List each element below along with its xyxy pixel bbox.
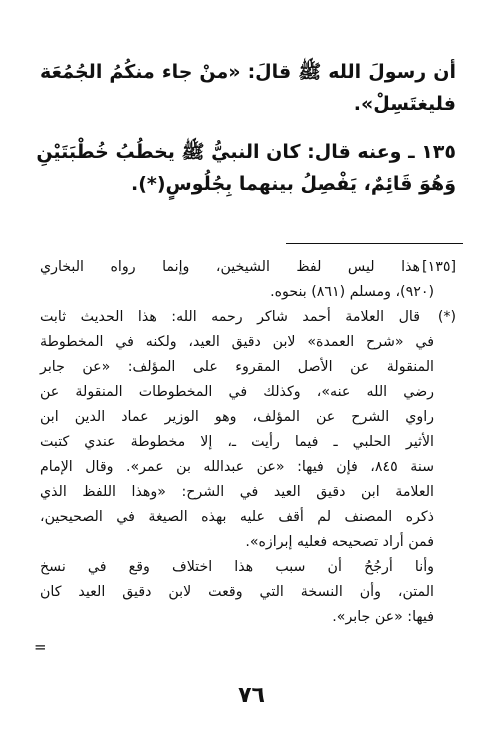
main-text (36, 56, 456, 200)
footnote-135-line: (٩٢٠)، ومسلم (٨٦١) بنحوه. (270, 284, 434, 300)
footnote-star-line: في «شرح العمدة» لابن دقيق العيد، ولكنه في المخطوطة (40, 334, 434, 350)
main-line: أن رسولَ الله ﷺ قالَ: «منْ جاء منكُمُ الجُمُعَة (40, 61, 456, 83)
footnote-135-line (40, 255, 456, 280)
footnote-star-line: العلامة ابن دقيق العيد في الشرح: «وهذا اللفظ الذي (40, 484, 434, 500)
footnote-star-line: المنقولة عن الأصل المقروء على المؤلف: «عن جابر (40, 359, 434, 375)
continuation-mark: = (34, 638, 47, 656)
hadith-135-line: وَهُوَ قَائِمٌ، يَفْصِلُ بينهما بِجُلُوسٍ(*). (131, 173, 456, 195)
main-line: فليغتَسِلْ». (353, 93, 456, 115)
footnote-text: قال العلامة أحمد شاكر رحمه الله: هذا الحديث ثابت (40, 309, 420, 325)
footnote-star-line: المتن، وأن النسخة التي وقعت لابن دقيق العيد كان (40, 584, 434, 600)
footnote-star-line: رضي الله عنه»، وكذلك في المخطوطات المنقولة عن (40, 384, 434, 400)
page-number: ٧٦ (238, 683, 265, 708)
footnote-star-line: وأنا أرجُحُ أن سبب هذا اختلاف وقع في نسخ (40, 559, 434, 575)
footnote-star-line: راوي الشرح عن المؤلف، وهو الوزير عماد الدين ابن (40, 409, 434, 425)
footnote-star-line: ذكره المصنف لم أقف عليه بهذه الصيغة في الصحيحين، (40, 509, 434, 525)
footnotes (40, 255, 456, 630)
footnote-star-line: فمن أراد تصحيحه فعليه إبرازه». (245, 534, 434, 550)
footnote-star-line: الأثير الحلبي ـ فيما رأيت ـ، إلا مخطوطة عندي كتبت (40, 434, 434, 450)
footnote-star-line: سنة ٨٤٥، فإن فيها: «عن عبدالله بن عمر». وقال الإمام (40, 459, 434, 475)
footnote-star-line: فيها: «عن جابر». (332, 609, 434, 625)
footnote-divider (286, 243, 463, 244)
footnote-text: هذا ليس لفظ الشيخين، وإنما رواه البخاري (40, 259, 420, 275)
footnote-135-marker: [١٣٥] (422, 259, 456, 275)
hadith-135-line: ١٣٥ ـ وعنه قال: كان النبيُّ ﷺ يخطُبُ خُطْبَتَيْنِ (36, 141, 456, 163)
footnote-star-line (40, 305, 456, 330)
footnote-star-marker: (*) (437, 309, 456, 325)
